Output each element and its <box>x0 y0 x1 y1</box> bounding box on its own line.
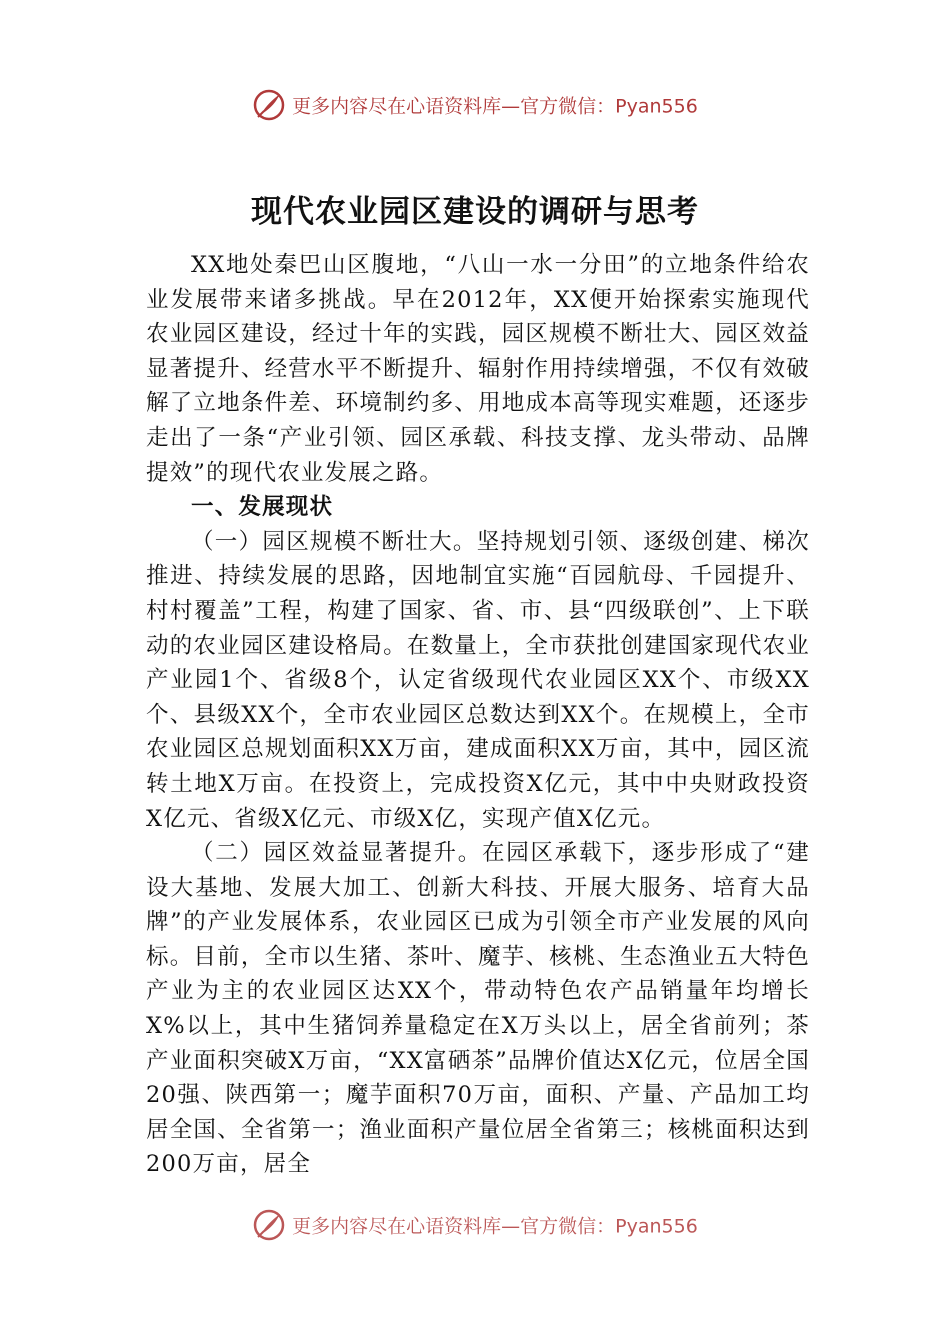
watermark-banner-bottom <box>0 1208 950 1242</box>
watermark-text: 更多内容尽在心语资料库—官方微信：Pyan556 <box>292 1215 698 1238</box>
intro-paragraph: XX地处秦巴山区腹地，“八山一水一分田”的立地条件给农业发展带来诸多挑战。早在2012年，XX便开始探索实施现代农业园区建设，经过十年的实践，园区规模不断壮大、园区效益显著提升、经营水平不断提升、辐射作用持续增强，不仅有效破解了立地条件差、环境制约多、用地成本高等现实难题，还逐步走出了一条“产业引领、园区承载、科技支撑、龙头带动、品牌提效”的现代农业发展之路。 <box>146 252 810 486</box>
quill-logo-icon <box>252 1208 286 1242</box>
section-heading: 一、发展现状 <box>191 494 334 521</box>
watermark-banner-top <box>0 88 950 122</box>
paragraph-lead: （二）园区效益显著提升。 <box>191 840 483 867</box>
paragraph-text: 在园区承载下，逐步形成了“建设大基地、发展大加工、创新大科技、开展大服务、培育大品牌”的产业发展体系，农业园区已成为引领全市产业发展的风向标。目前，全市以生猪、茶叶、魔芋、核桃、生态渔业五大特色产业为主的农业园区达XX个，带动特色农产品销量年均增长X%以上，其中生猪饲养量稳定在X万头以上，居全省前列；茶产业面积突破X万亩，“XX富硒茶”品牌价值达X亿元，位居全国20强、陕西第一；魔芋面积70万亩，面积、产量、产品加工均居全国、全省第一；渔业面积产量位居全省第三；核桃面积达到200万亩，居全 <box>146 840 810 1178</box>
paragraph-scale <box>146 525 810 836</box>
paragraph-benefit <box>146 836 810 1182</box>
paragraph-text: 坚持规划引领、逐级创建、梯次推进、持续发展的思路，因地制宜实施“百园航母、千园提升、村村覆盖”工程，构建了国家、省、市、县“四级联创”、上下联动的农业园区建设格局。在数量上，全市获批创建国家现代农业产业园1个、省级8个，认定省级现代农业园区XX个、市级XX个、县级XX个，全市农业园区总数达到XX个。在规模上，全市农业园区总规划面积XX万亩，建成面积XX万亩，其中，园区流转土地X万亩。在投资上，完成投资X亿元，其中中央财政投资X亿元、省级X亿元、市级X亿，实现产值X亿元。 <box>146 528 810 832</box>
quill-logo-icon <box>252 88 286 122</box>
document-body <box>146 248 810 1214</box>
document-title: 现代农业园区建设的调研与思考 <box>251 194 699 230</box>
paragraph-lead: （一）园区规模不断壮大。 <box>191 528 477 555</box>
watermark-text: 更多内容尽在心语资料库—官方微信：Pyan556 <box>292 95 698 118</box>
